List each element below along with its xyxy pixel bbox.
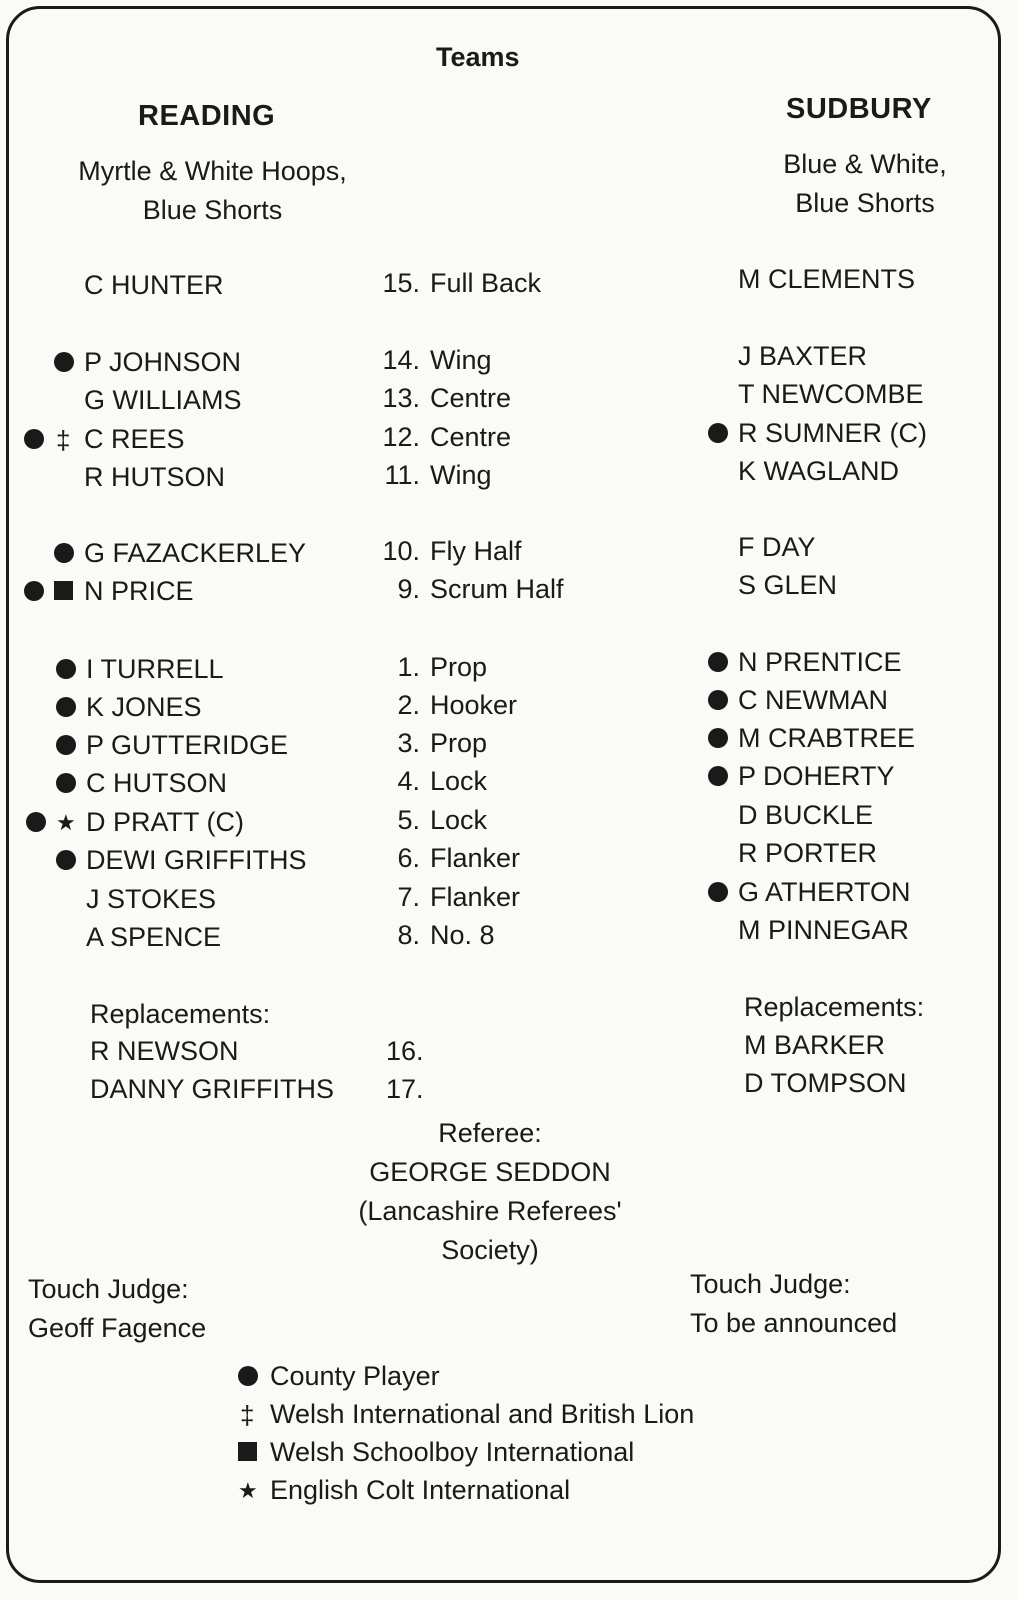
position-row — [368, 839, 520, 878]
position-name: Scrum Half — [430, 574, 564, 604]
home-player-name: DEWI GRIFFITHS — [86, 845, 307, 875]
position-name: Centre — [430, 422, 512, 452]
welsh-schoolboy-square-icon — [238, 1442, 257, 1461]
away-colours-line: Blue Shorts — [795, 188, 935, 218]
county-player-dot-icon — [708, 423, 728, 443]
away-team-colours — [745, 145, 985, 223]
away-replacement-name: M BARKER — [744, 1030, 886, 1060]
county-player-dot-icon — [54, 543, 74, 563]
county-player-dot-icon — [56, 850, 76, 870]
position-row — [368, 341, 492, 380]
position-name: Prop — [430, 652, 488, 682]
home-colours-line: Myrtle & White Hoops, — [78, 156, 347, 186]
star-icon: ★ — [238, 1478, 258, 1503]
away-player-name: R SUMNER (C) — [738, 418, 927, 448]
position-number: 7. — [397, 882, 420, 912]
position-row — [368, 686, 517, 725]
home-player-name: N PRICE — [84, 576, 194, 606]
double-dagger-icon: ‡ — [56, 425, 71, 455]
position-row — [368, 916, 495, 955]
home-player-name: C HUNTER — [84, 270, 224, 300]
key-text: Welsh International and British Lion — [270, 1399, 695, 1429]
away-replacement-name: D TOMPSON — [744, 1068, 907, 1098]
county-player-dot-icon — [24, 581, 44, 601]
away-colours-line: Blue & White, — [783, 149, 947, 179]
position-number: 2. — [397, 690, 420, 720]
home-player-name: P JOHNSON — [84, 347, 242, 377]
county-player-dot-icon — [56, 659, 76, 679]
home-player-name: C REES — [84, 424, 185, 454]
referee-name: GEORGE SEDDON — [369, 1157, 611, 1187]
position-name: No. 8 — [430, 920, 495, 950]
away-player-name: J BAXTER — [738, 341, 868, 371]
position-row — [368, 801, 487, 840]
home-replacement-name: DANNY GRIFFITHS — [90, 1074, 335, 1104]
away-player-name: K WAGLAND — [738, 456, 900, 486]
position-number: 13. — [382, 383, 420, 413]
position-name: Wing — [430, 345, 492, 375]
county-player-dot-icon — [24, 429, 44, 449]
position-number: 12. — [382, 422, 420, 452]
away-player-name: S GLEN — [738, 570, 838, 600]
position-number: 9. — [397, 574, 420, 604]
home-team-colours — [40, 152, 385, 230]
position-number: 6. — [397, 843, 420, 873]
away-player-name: T NEWCOMBE — [738, 379, 924, 409]
county-player-dot-icon — [54, 352, 74, 372]
position-row — [368, 762, 487, 801]
home-player-name: P GUTTERIDGE — [86, 730, 289, 760]
home-player-name: A SPENCE — [86, 922, 222, 952]
page-title: Teams — [436, 42, 520, 72]
position-name: Centre — [430, 383, 512, 413]
position-name: Lock — [430, 805, 488, 835]
position-number: 15. — [382, 268, 420, 298]
referee-society: (Lancashire Referees' — [358, 1196, 622, 1226]
position-row — [368, 878, 520, 917]
position-number: 1. — [397, 652, 420, 682]
away-player-name: N PRENTICE — [738, 647, 902, 677]
home-colours-line: Blue Shorts — [142, 195, 283, 225]
position-number: 14. — [382, 345, 420, 375]
touch-judge-name: To be announced — [690, 1308, 898, 1338]
home-replacement-name: R NEWSON — [90, 1036, 239, 1066]
away-player-name: R PORTER — [738, 838, 878, 868]
county-player-dot-icon — [708, 882, 728, 902]
welsh-schoolboy-square-icon — [54, 581, 73, 600]
home-player-name: R HUTSON — [84, 462, 225, 492]
position-number: 8. — [397, 920, 420, 950]
position-row — [368, 648, 487, 687]
away-team-name: SUDBURY — [786, 93, 932, 125]
home-touch-judge — [28, 1270, 206, 1348]
county-player-dot-icon — [56, 697, 76, 717]
position-row — [368, 456, 492, 495]
home-player-name: G WILLIAMS — [84, 385, 242, 415]
home-player-name: C HUTSON — [86, 768, 227, 798]
away-player-name: M CRABTREE — [738, 723, 916, 753]
key-text: County Player — [270, 1361, 440, 1391]
away-touch-judge — [690, 1265, 897, 1343]
away-player-name: G ATHERTON — [738, 877, 911, 907]
position-name: Prop — [430, 728, 488, 758]
away-player-name: C NEWMAN — [738, 685, 888, 715]
county-player-dot-icon — [708, 728, 728, 748]
home-player-name: I TURRELL — [86, 654, 224, 684]
county-player-dot-icon — [708, 652, 728, 672]
position-name: Full Back — [430, 268, 542, 298]
home-player-name: G FAZACKERLEY — [84, 538, 307, 568]
away-player-name: M PINNEGAR — [738, 915, 910, 945]
position-number: 4. — [397, 766, 420, 796]
touch-judge-label: Touch Judge: — [690, 1269, 851, 1299]
position-name: Fly Half — [430, 536, 522, 566]
county-player-dot-icon — [56, 773, 76, 793]
position-row — [368, 379, 511, 418]
county-player-dot-icon — [26, 812, 46, 832]
position-row — [368, 264, 541, 303]
position-number: 11. — [384, 460, 420, 490]
position-row — [368, 418, 511, 457]
home-player-name: D PRATT (C) — [86, 807, 244, 837]
key-text: English Colt International — [270, 1475, 571, 1505]
county-player-dot-icon — [708, 690, 728, 710]
away-replacements-label: Replacements: — [744, 992, 925, 1022]
position-name: Flanker — [430, 843, 521, 873]
referee-label: Referee: — [438, 1118, 542, 1148]
county-player-dot-icon — [56, 735, 76, 755]
position-name: Hooker — [430, 690, 518, 720]
position-row — [368, 532, 522, 571]
home-replacement-number: 17. — [386, 1074, 424, 1104]
position-name: Lock — [430, 766, 488, 796]
position-name: Flanker — [430, 882, 521, 912]
position-number: 10. — [382, 536, 420, 566]
away-player-name: M CLEMENTS — [738, 264, 916, 294]
position-name: Wing — [430, 460, 492, 490]
away-player-name: D BUCKLE — [738, 800, 874, 830]
double-dagger-icon: ‡ — [240, 1400, 255, 1430]
key-text: Welsh Schoolboy International — [270, 1437, 635, 1467]
referee-society: Society) — [441, 1235, 539, 1265]
touch-judge-label: Touch Judge: — [28, 1274, 189, 1304]
home-player-name: K JONES — [86, 692, 202, 722]
away-player-name: P DOHERTY — [738, 761, 895, 791]
position-number: 3. — [397, 728, 420, 758]
touch-judge-name: Geoff Fagence — [28, 1313, 207, 1343]
position-number: 5. — [397, 805, 420, 835]
star-icon: ★ — [56, 810, 76, 835]
home-player-name: J STOKES — [86, 884, 217, 914]
position-row — [368, 724, 487, 763]
county-player-dot-icon — [238, 1366, 258, 1386]
position-row — [368, 570, 564, 609]
home-replacements-label: Replacements: — [90, 999, 271, 1029]
county-player-dot-icon — [708, 766, 728, 786]
away-player-name: F DAY — [738, 532, 816, 562]
home-replacement-number: 16. — [386, 1036, 424, 1066]
home-team-name: READING — [138, 100, 276, 132]
referee-block — [290, 1114, 690, 1270]
